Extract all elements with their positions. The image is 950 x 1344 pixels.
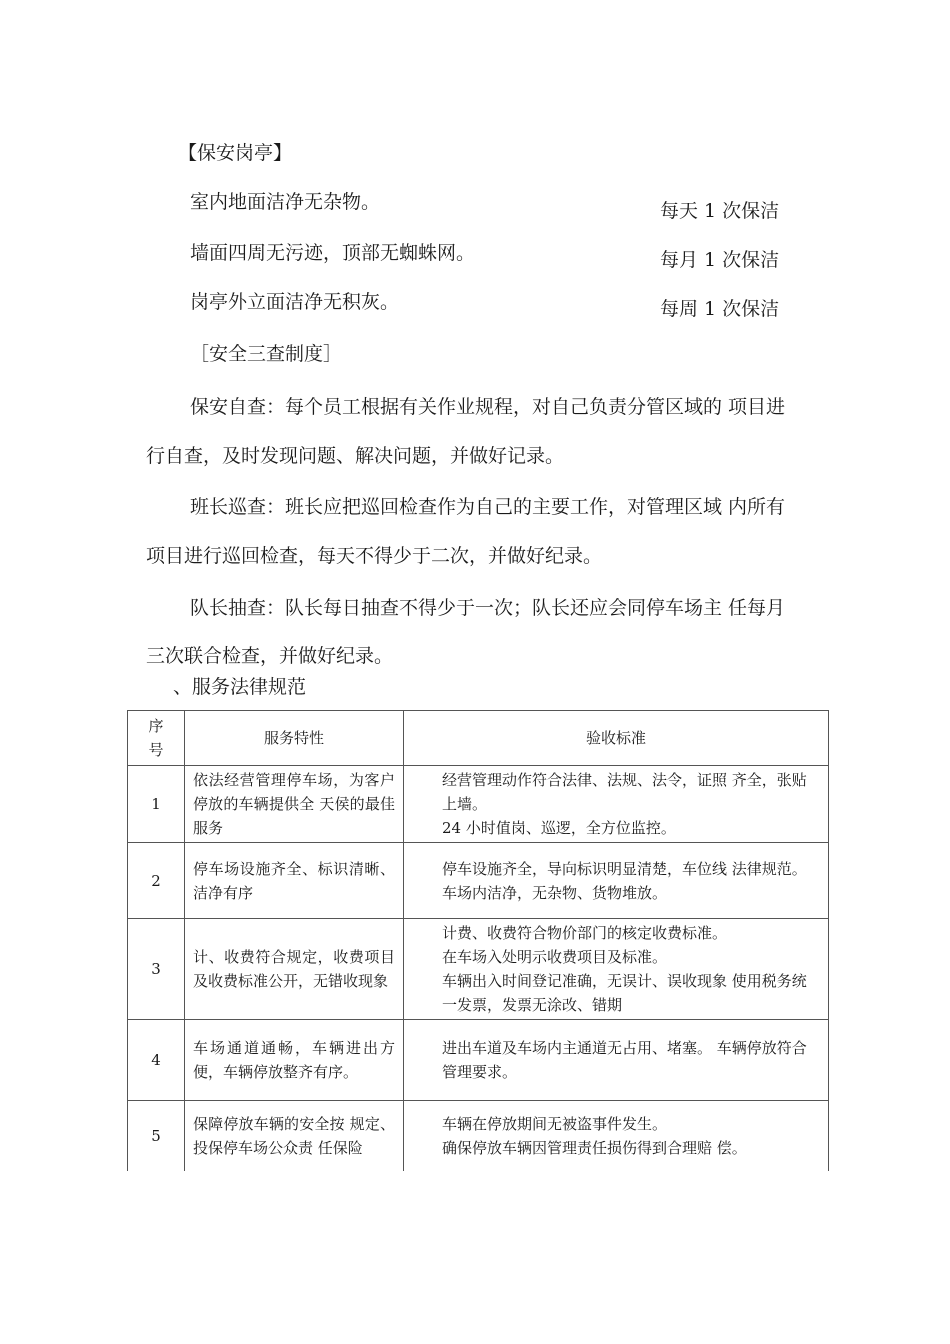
standard-line: 经营管理动作符合法律、法规、法令，证照 齐全，张贴上墙。	[442, 771, 807, 813]
table-row	[128, 843, 829, 919]
table-header-row	[128, 711, 829, 766]
paragraph-line: 队长抽查：队长每日抽查不得少于一次；队长还应会同停车场主 任每月	[190, 597, 786, 619]
booth-item-text: 室内地面洁净无杂物。	[190, 191, 381, 213]
paragraph-line: 保安自查：每个员工根据有关作业规程，对自己负责分管区域的 项目进	[190, 396, 786, 418]
row-feature: 车场通道通畅，车辆进出方便，车辆停放整齐有序。	[185, 1020, 404, 1101]
header-feature: 服务特性	[185, 711, 404, 766]
standard-line: 24 小时值岗、巡逻，全方位监控。	[442, 819, 676, 837]
row-number: 2	[128, 843, 185, 919]
row-feature: 保障停放车辆的安全按 规定、投保停车场公众责 任保险	[185, 1101, 404, 1171]
row-feature: 计、收费符合规定，收费项目及收费标准公开，无错收现象	[185, 919, 404, 1020]
table-row	[128, 1101, 829, 1171]
standard-line: 在车场入处明示收费项目及标准。	[442, 948, 668, 966]
row-standard	[404, 843, 829, 919]
safety-check-heading: ［安全三查制度］	[190, 343, 343, 365]
row-number: 4	[128, 1020, 185, 1101]
paragraph-line: 行自查，及时发现问题、解决问题，并做好记录。	[146, 445, 565, 467]
standard-line: 计费、收费符合物价部门的核定收费标准。	[442, 924, 728, 942]
booth-item-frequency: 每月 1 次保洁	[660, 249, 780, 271]
row-feature: 停车场设施齐全、标识清晰、洁净有序	[185, 843, 404, 919]
table-row	[128, 1020, 829, 1101]
header-no	[128, 711, 185, 766]
header-no-line1: 序	[148, 717, 164, 735]
booth-item-text: 岗亭外立面洁净无积灰。	[190, 291, 400, 313]
row-standard	[404, 919, 829, 1020]
booth-item-frequency: 每周 1 次保洁	[660, 298, 780, 320]
header-standard: 验收标准	[404, 711, 829, 766]
row-number: 5	[128, 1101, 185, 1171]
service-law-heading: 、服务法律规范	[173, 676, 307, 698]
paragraph-line: 班长巡查：班长应把巡回检查作为自己的主要工作，对管理区域 内所有	[190, 496, 786, 518]
standard-line: 车辆在停放期间无被盗事件发生。	[442, 1114, 668, 1133]
service-standards-table	[127, 710, 829, 1171]
booth-item-text: 墙面四周无污迹，顶部无蜘蛛网。	[190, 242, 476, 264]
row-number: 3	[128, 919, 185, 1020]
row-standard	[404, 1101, 829, 1171]
row-feature: 依法经营管理停车场，为客户停放的车辆提供全 天侯的最佳服务	[185, 766, 404, 843]
booth-item-frequency: 每天 1 次保洁	[660, 200, 780, 222]
paragraph-line: 项目进行巡回检查，每天不得少于二次，并做好纪录。	[146, 545, 603, 567]
table-row	[128, 919, 829, 1020]
table-row	[128, 766, 829, 843]
security-booth-heading: 【保安岗亭】	[178, 142, 293, 164]
standard-line: 停车设施齐全，导向标识明显清楚，车位线 法律规范。	[442, 859, 807, 878]
row-standard	[404, 766, 829, 843]
row-standard	[404, 1020, 829, 1101]
standard-line: 车辆出入时间登记准确，无误计、误收现象 使用税务统一发票，发票无涂改、错期	[442, 972, 807, 1014]
paragraph-line: 三次联合检查，并做好纪录。	[146, 645, 394, 667]
standard-line: 进出车道及车场内主通道无占用、堵塞。 车辆停放符合管理要求。	[442, 1039, 807, 1081]
row-number: 1	[128, 766, 185, 843]
header-no-line2: 号	[148, 741, 164, 759]
standard-line: 车场内洁净，无杂物、货物堆放。	[442, 883, 668, 902]
standard-line: 确保停放车辆因管理责任损伤得到合理赔 偿。	[442, 1138, 747, 1157]
